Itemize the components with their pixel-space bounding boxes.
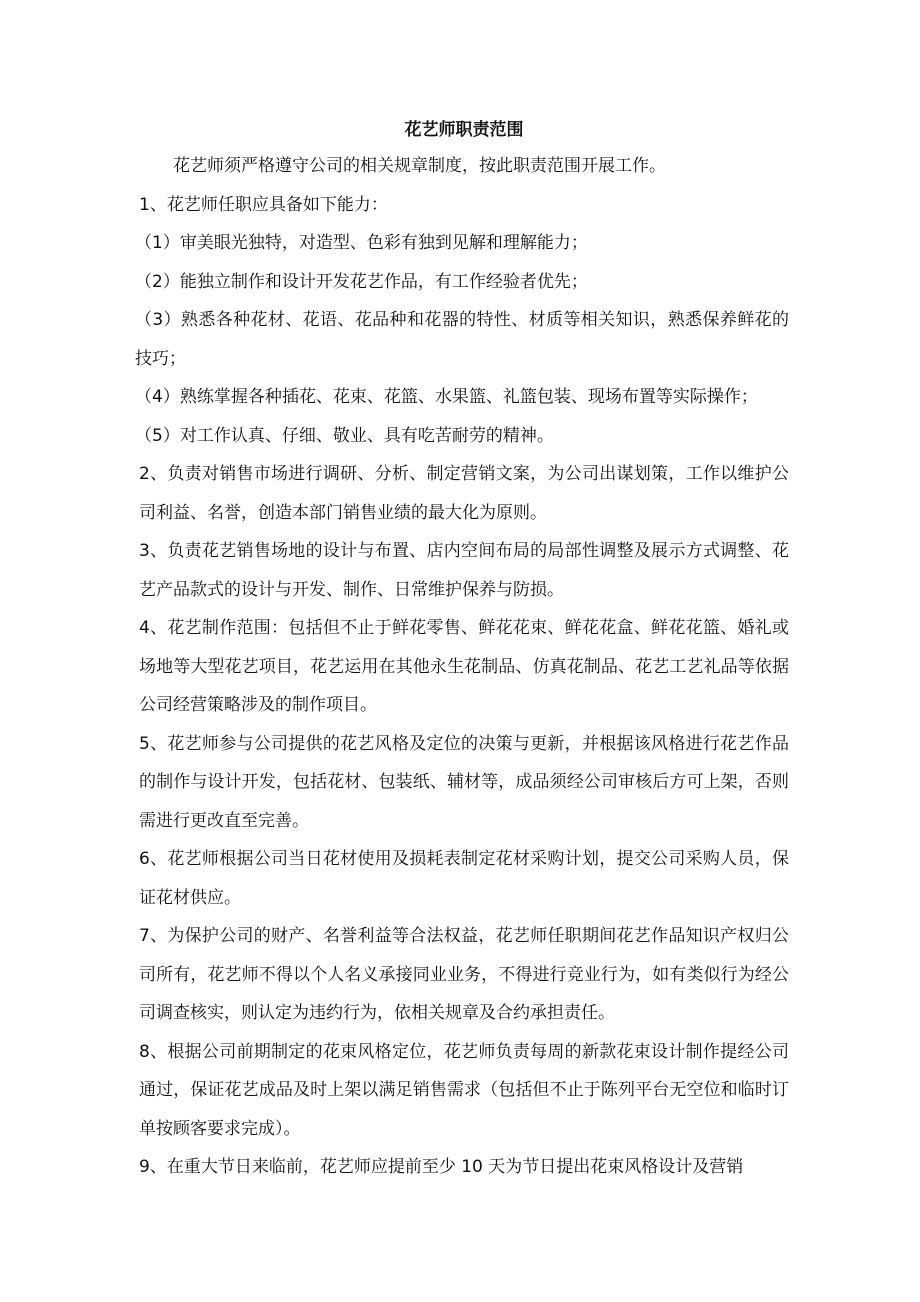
item-1-1: （1）审美眼光独特，对造型、色彩有独到见解和理解能力；: [135, 233, 588, 253]
intro-paragraph: 花艺师须严格遵守公司的相关规章制度，按此职责范围开展工作。: [173, 156, 666, 176]
item-3: 3、负责花艺销售场地的设计与布置、店内空间布局的局部性调整及展示方式调整、花艺产品款式的设计与开发、制作、日常维护保养与防损。: [139, 541, 789, 600]
item-9: 9、在重大节日来临前，花艺师应提前至少 10 天为节日提出花束风格设计及营销: [139, 1157, 744, 1177]
item-5: 5、花艺师参与公司提供的花艺风格及定位的决策与更新，并根据该风格进行花艺作品的制作与设计开发，包括花材、包装纸、辅材等，成品须经公司审核后方可上架，否则需进行更改直至完善。: [139, 733, 789, 831]
item-1-5: （5）对工作认真、仔细、敬业、具有吃苦耐劳的精神。: [135, 425, 554, 446]
item-7: 7、为保护公司的财产、名誉利益等合法权益，花艺师任职期间花艺作品知识产权归公司所有，花艺师不得以个人名义承接同业业务，不得进行竞业行为，如有类似行为经公司调查核实，则认定为违约行为，依相关规章及合约承担责任。: [139, 926, 789, 1023]
item-8: 8、根据公司前期制定的花束风格定位，花艺师负责每周的新款花束设计制作提经公司通过，保证花艺成品及时上架以满足销售需求（包括但不止于陈列平台无空位和临时订单按顾客要求完成）。: [139, 1041, 789, 1139]
document-title: 花艺师职责范围: [404, 120, 524, 140]
document-body: [135, 113, 789, 1187]
item-2: 2、负责对销售市场进行调研、分析、制定营销文案，为公司出谋划策，工作以维护公司利益、名誉，创造本部门销售业绩的最大化为原则。: [139, 464, 789, 523]
item-1-3: （3）熟悉各种花材、花语、花品种和花器的特性、材质等相关知识，熟悉保养鲜花的技巧；: [135, 310, 789, 369]
item-1-4: （4）熟练掌握各种插花、花束、花篮、水果篮、礼篮包装、现场布置等实际操作；: [135, 387, 758, 407]
item-1: 1、花艺师任职应具备如下能力：: [139, 194, 388, 215]
item-1-2: （2）能独立制作和设计开发花艺作品，有工作经验者优先；: [135, 271, 588, 292]
item-4: 4、花艺制作范围：包括但不止于鲜花零售、鲜花花束、鲜花花盒、鲜花花篮、婚礼或场地等大型花艺项目，花艺运用在其他永生花制品、仿真花制品、花艺工艺礼品等依据公司经营策略涉及的制作项目。: [139, 618, 789, 715]
item-6: 6、花艺师根据公司当日花材使用及损耗表制定花材采购计划，提交公司采购人员，保证花材供应。: [139, 849, 789, 908]
